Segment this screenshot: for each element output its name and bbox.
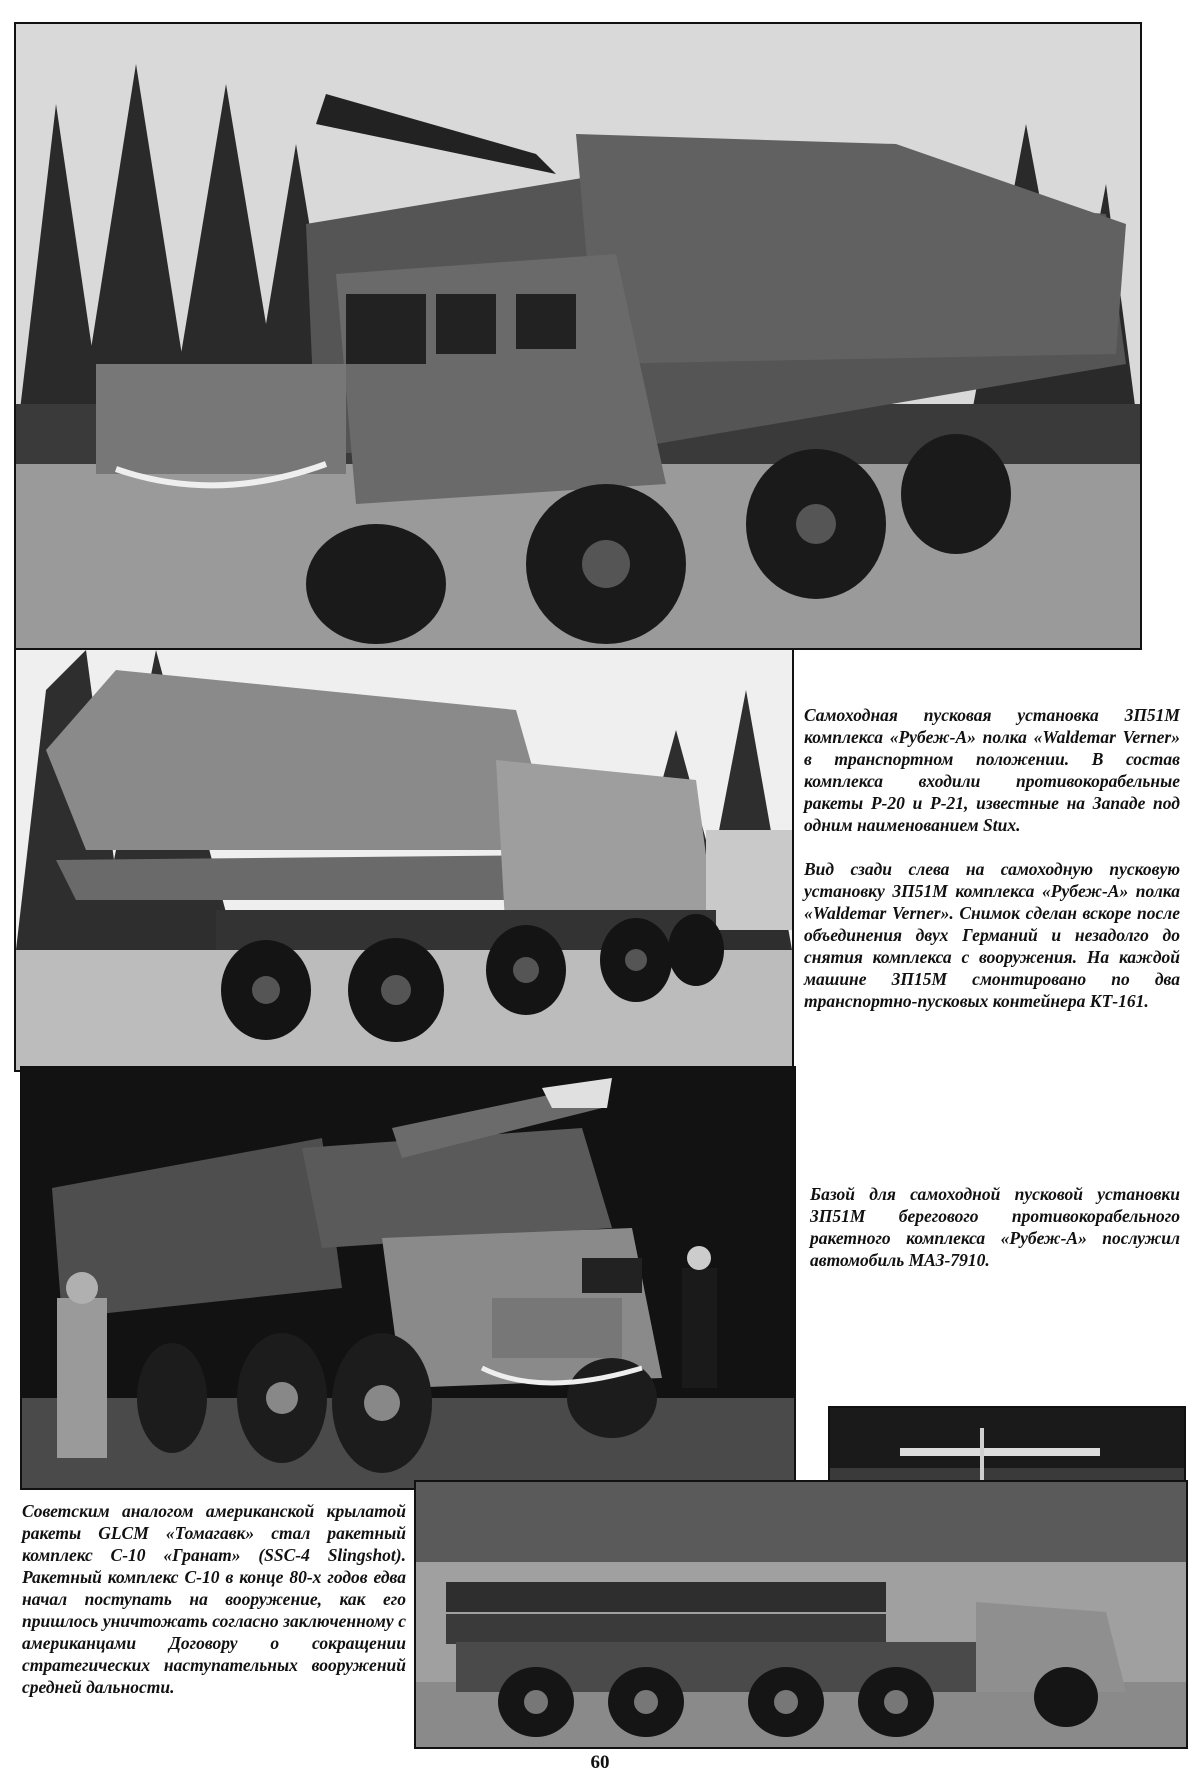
photo-launcher-transport-front <box>14 22 1142 650</box>
caption-launcher-rear: Вид сзади слева на самоходную пусковую установку 3П51М комплекса «Рубеж-А» полка «Waldemar Verner». Снимок сделан вскоре после объединения двух Германий и незадолго до снятия комплекса с вооружения. На каждой машине 3П15М смонтировано по два транспортно-пусковых контейнера КТ-161. <box>804 859 1180 1011</box>
caption-s10-granat-text: Советским аналогом американской крылатой ракеты GLCM «Томагавк» стал ракетный комплекс С-10 «Гранат» (SSC-4 Slingshot). Ракетный комплекс С-10 в конце 80-х годов едва начал поступать на вооружение, как его пришлось уничтожать согласно заключенному с американцами Договору о сокращении стратегических наступательных вооружений средней дальности. <box>22 1501 406 1697</box>
photo-4-image <box>416 1482 1186 1747</box>
caption-launcher-transport: Самоходная пусковая установка 3П51М комплекса «Рубеж-А» полка «Waldemar Verner» в транспортном положении. В состав комплекса входили противокорабельные ракеты Р-20 и Р-21, известные на Западе под одним наименованием Stux. <box>804 705 1180 835</box>
caption-s10-granat <box>22 1500 406 1720</box>
caption-maz7910-text: Базой для самоходной пусковой установки 3П51М берегового противокорабельного ракетного комплекса «Рубеж-А» послужил автомобиль МАЗ-7910. <box>810 1184 1180 1270</box>
photo-3-image <box>22 1068 794 1488</box>
photo-1-image <box>16 24 1140 648</box>
photo-launcher-maz7910-night <box>20 1066 796 1490</box>
photo-s10-granat-launcher <box>414 1480 1188 1749</box>
photo-2-image <box>16 650 792 1070</box>
caption-block-launcher <box>804 704 1180 1034</box>
caption-maz7910 <box>810 1183 1180 1293</box>
page-number: 60 <box>590 1752 610 1773</box>
photo-launcher-rear-left <box>14 648 794 1072</box>
